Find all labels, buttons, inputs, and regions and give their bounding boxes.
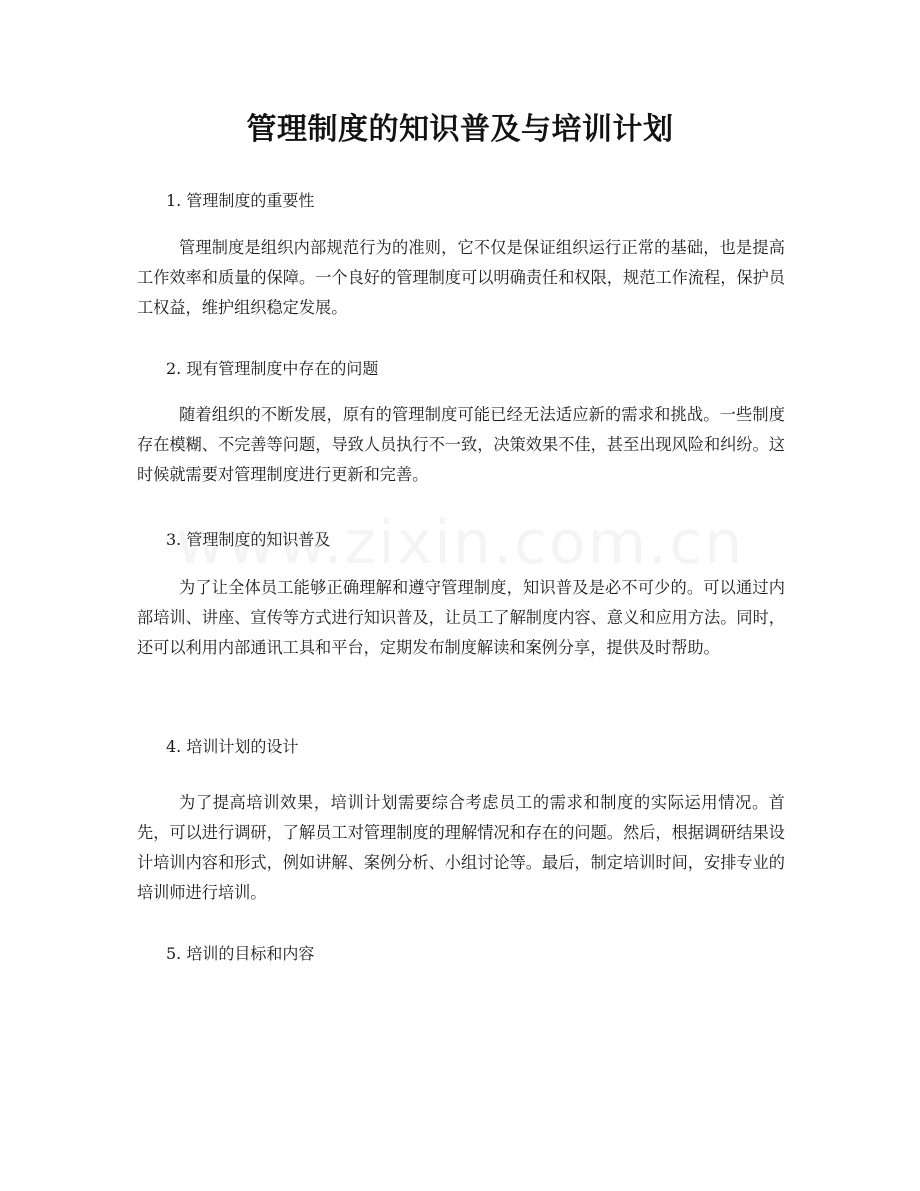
section-paragraph-3: 为了让全体员工能够正确理解和遵守管理制度，知识普及是必不可少的。可以通过内部培训、讲座、宣传等方式进行知识普及，让员工了解制度内容、意义和应用方法。同时，还可以利用内部通讯工具和平台，定期发布制度解读和案例分享，提供及时帮助。: [137, 578, 785, 657]
section-heading-3: 3. 管理制度的知识普及: [166, 530, 331, 549]
section-heading-1: 1. 管理制度的重要性: [166, 191, 315, 210]
section-paragraph-4: 为了提高培训效果，培训计划需要综合考虑员工的需求和制度的实际运用情况。首先，可以进行调研，了解员工对管理制度的理解情况和存在的问题。然后，根据调研结果设计培训内容和形式，例如讲解、案例分析、小组讨论等。最后，制定培训时间，安排专业的培训师进行培训。: [137, 793, 785, 902]
section-paragraph-2: 随着组织的不断发展，原有的管理制度可能已经无法适应新的需求和挑战。一些制度存在模糊、不完善等问题，导致人员执行不一致，决策效果不佳，甚至出现风险和纠纷。这时候就需要对管理制度进行更新和完善。: [137, 405, 785, 484]
document-title: 管理制度的知识普及与培训计划: [246, 112, 674, 147]
section-heading-2: 2. 现有管理制度中存在的问题: [166, 359, 379, 378]
section-heading-5: 5. 培训的目标和内容: [166, 944, 315, 963]
section-paragraph-1: 管理制度是组织内部规范行为的准则，它不仅是保证组织运行正常的基础，也是提高工作效率和质量的保障。一个良好的管理制度可以明确责任和权限，规范工作流程，保护员工权益，维护组织稳定发展。: [137, 238, 785, 317]
watermark: [0, 508, 920, 578]
section-heading-4: 4. 培训计划的设计: [166, 737, 299, 756]
